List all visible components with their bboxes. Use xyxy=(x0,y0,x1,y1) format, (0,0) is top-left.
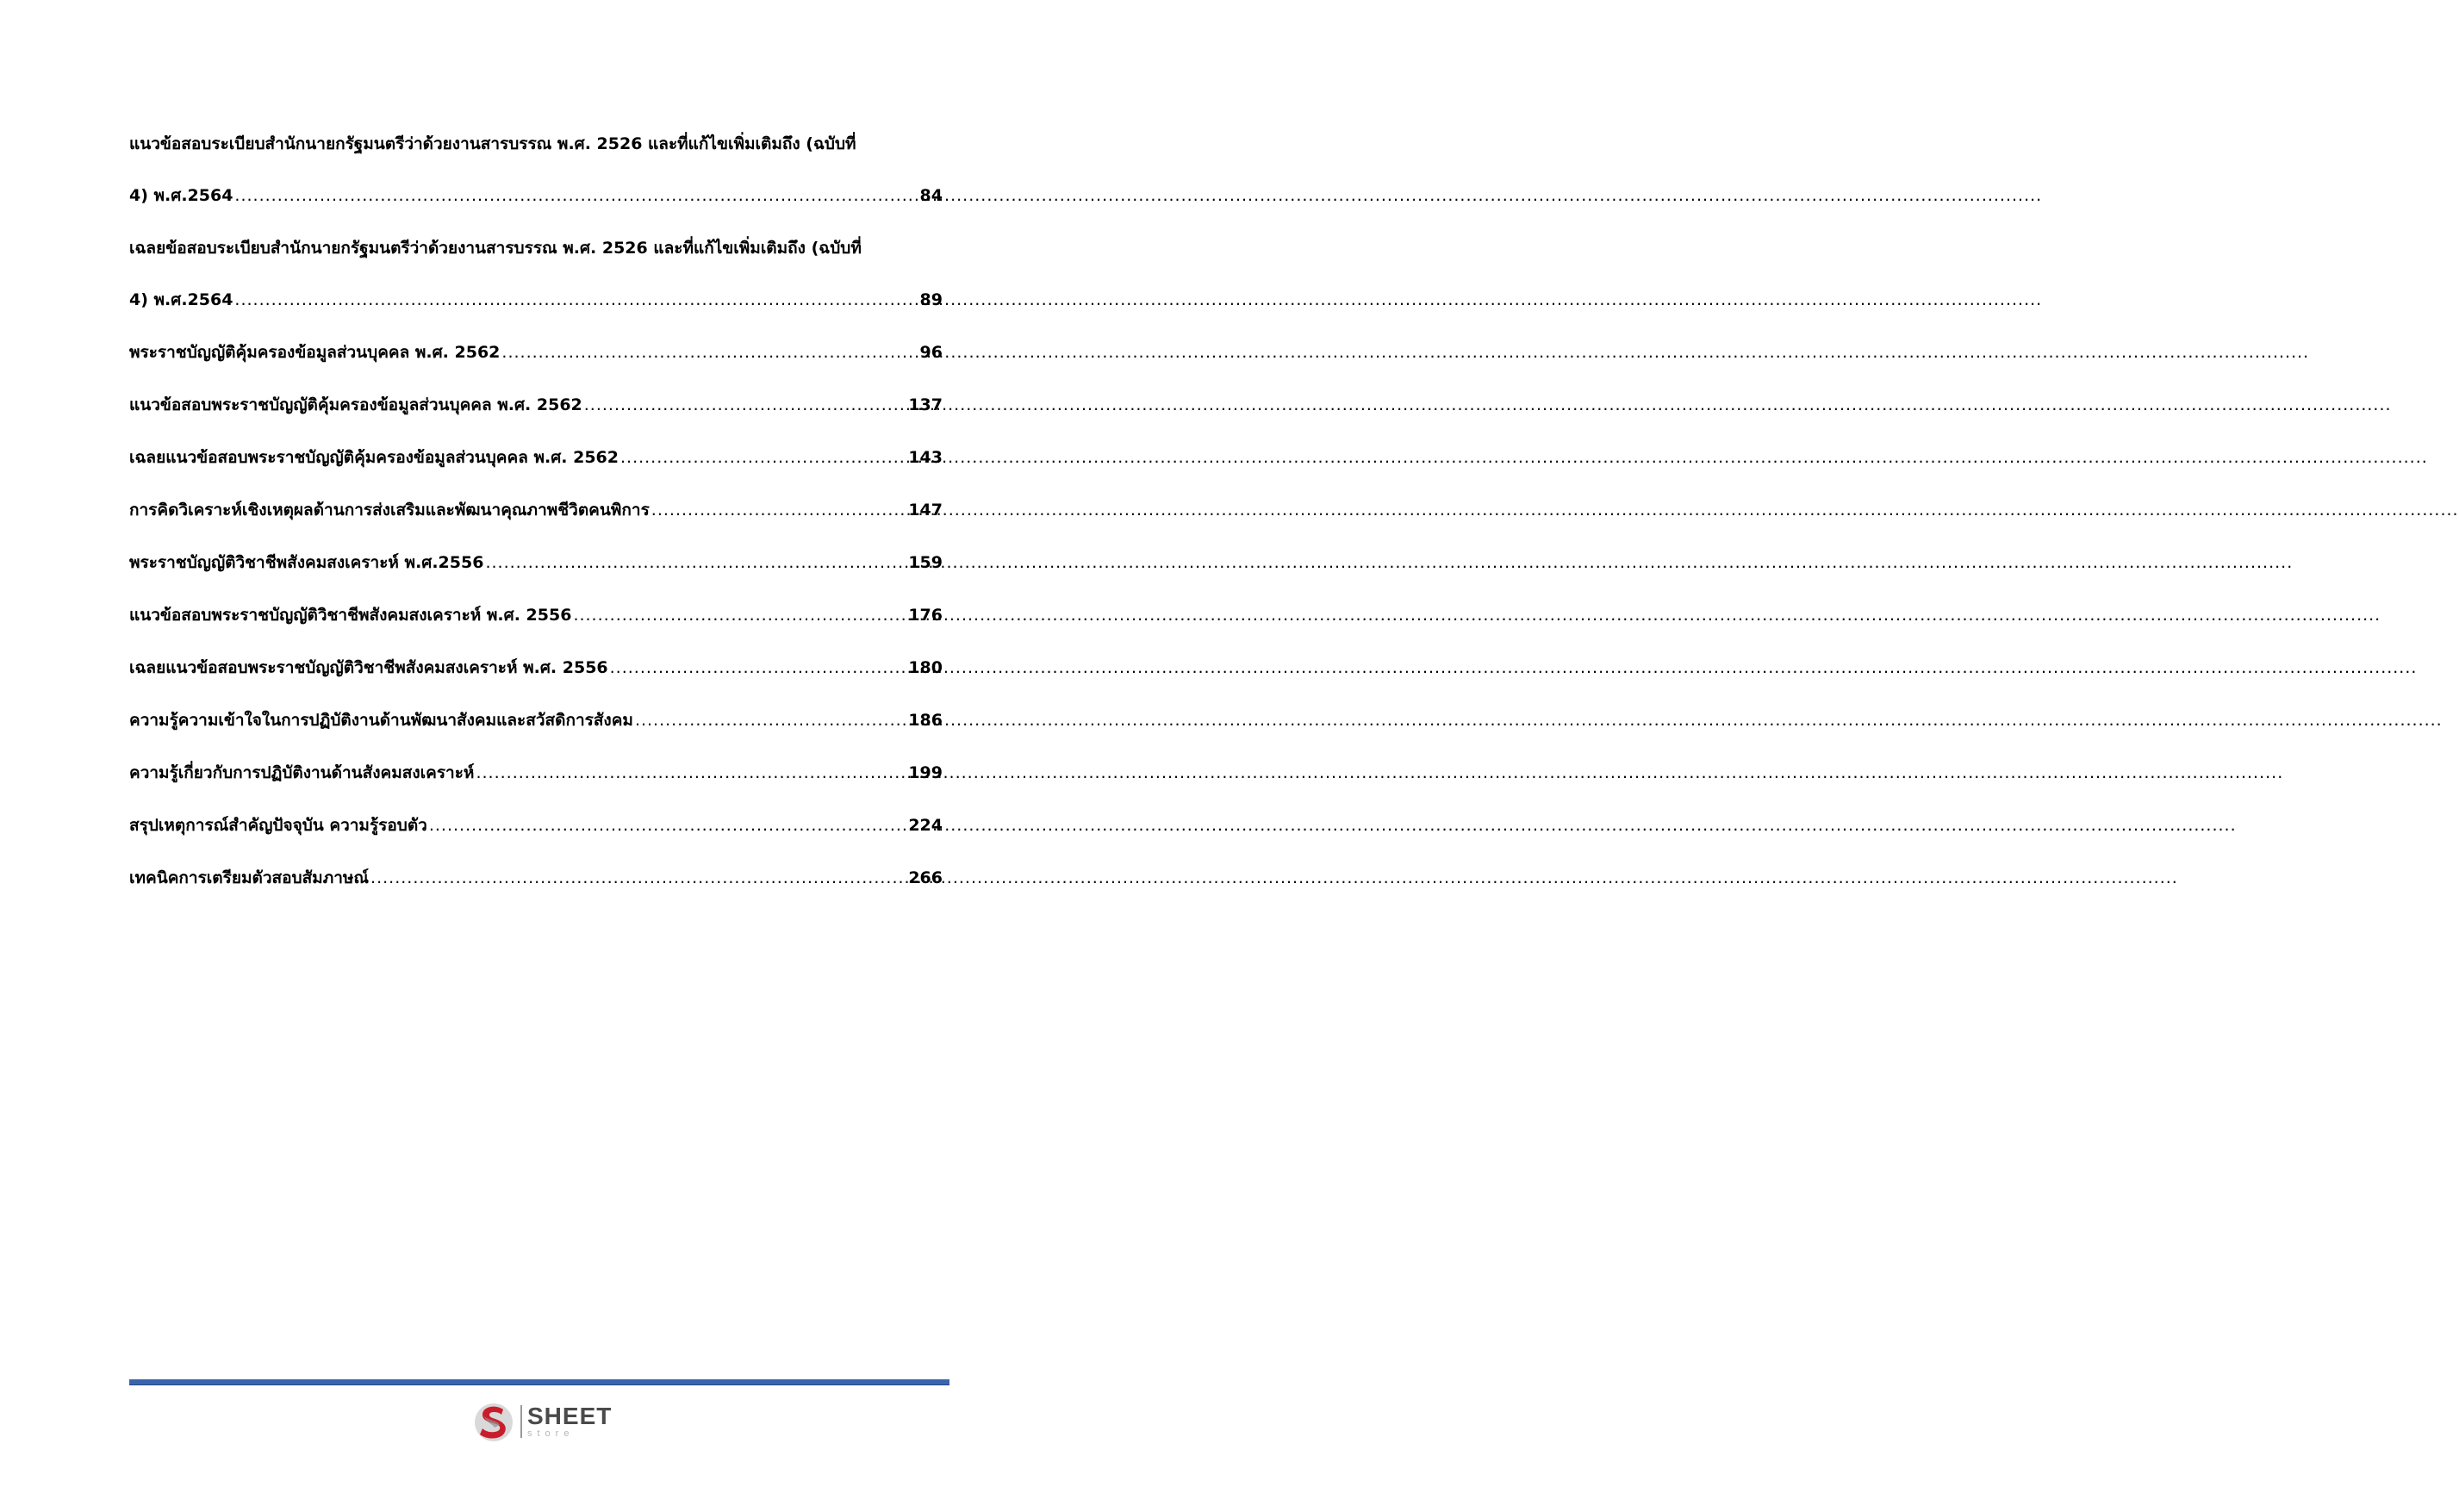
toc-entry[interactable] xyxy=(129,865,943,891)
toc-entry-page: 186 xyxy=(908,711,943,730)
toc-entry-title: ความรู้เกี่ยวกับการปฏิบัติงานด้านสังคมสงเคราะห์ xyxy=(129,763,475,782)
toc-leader-dots xyxy=(635,707,906,733)
toc-leader-dots xyxy=(651,497,907,523)
toc-entry[interactable] xyxy=(129,235,943,313)
toc-entry-title: แนวข้อสอบพระราชบัญญัติวิชาชีพสังคมสงเคราะห์ พ.ศ. 2556 xyxy=(129,606,572,625)
toc-entry-title: พระราชบัญญัติวิชาชีพสังคมสงเคราะห์ พ.ศ.2556 xyxy=(129,553,484,572)
toc-entry-page: 199 xyxy=(908,763,943,782)
toc-leader-dots xyxy=(234,183,918,208)
toc-entry-page: 147 xyxy=(908,501,943,520)
toc-entry-title: เฉลยแนวข้อสอบพระราชบัญญัติคุ้มครองข้อมูลส่วนบุคคล พ.ศ. 2562 xyxy=(129,448,619,467)
toc-entry-title: 4) พ.ศ.2564 xyxy=(129,186,233,205)
logo-divider xyxy=(520,1405,522,1438)
toc-leader-dots xyxy=(485,550,906,576)
toc-entry-title: เฉลยแนวข้อสอบพระราชบัญญัติวิชาชีพสังคมสงเคราะห์ พ.ศ. 2556 xyxy=(129,658,608,677)
toc-entry-title: เทคนิคการเตรียมตัวสอบสัมภาษณ์ xyxy=(129,868,370,887)
toc-entry-page: 89 xyxy=(919,290,943,309)
toc-entry[interactable] xyxy=(129,602,943,628)
logo-wordmark xyxy=(527,1404,612,1439)
toc-entry-page: 84 xyxy=(919,186,943,205)
toc-leader-dots xyxy=(620,445,906,470)
toc-entry-page: 224 xyxy=(908,816,943,835)
toc-entry[interactable] xyxy=(129,707,943,733)
toc-leader-dots xyxy=(501,339,918,365)
toc-entry-page: 137 xyxy=(908,395,943,414)
toc-leader-dots xyxy=(429,812,906,838)
toc-entry[interactable] xyxy=(129,445,943,470)
logo-name: SHEET xyxy=(527,1403,613,1429)
toc-entry[interactable] xyxy=(129,760,943,786)
toc-entry-title-line1: แนวข้อสอบระเบียบสำนักนายกรัฐมนตรีว่าด้วยงานสารบรรณ พ.ศ. 2526 และที่แก้ไขเพิ่มเติมถึง (ฉบับที่ xyxy=(129,134,856,153)
toc-entry-title: พระราชบัญญัติคุ้มครองข้อมูลส่วนบุคคล พ.ศ. 2562 xyxy=(129,343,501,362)
toc-entry[interactable] xyxy=(129,550,943,576)
toc-entry-title: สรุปเหตุการณ์สำคัญปัจจุบัน ความรู้รอบตัว xyxy=(129,816,427,835)
logo-subname: store xyxy=(527,1428,575,1439)
toc-entry-page: 176 xyxy=(908,606,943,625)
toc-entry-page: 159 xyxy=(908,553,943,572)
toc-leader-dots xyxy=(610,655,907,681)
toc-leader-dots xyxy=(234,287,918,313)
toc-entry-page: 266 xyxy=(908,868,943,887)
toc-entry-page: 143 xyxy=(908,448,943,467)
toc-entry-title: แนวข้อสอบพระราชบัญญัติคุ้มครองข้อมูลส่วนบุคคล พ.ศ. 2562 xyxy=(129,395,582,414)
toc-entry[interactable] xyxy=(129,497,943,523)
toc-entry[interactable] xyxy=(129,131,943,208)
sheet-store-s-logo-icon xyxy=(472,1399,515,1444)
toc-entry[interactable] xyxy=(129,812,943,838)
sheet-store-logo xyxy=(472,1397,627,1446)
footer-divider-bar xyxy=(129,1379,949,1385)
toc-leader-dots xyxy=(370,865,906,891)
toc-entry-title: 4) พ.ศ.2564 xyxy=(129,290,233,309)
toc-entry-title: ความรู้ความเข้าใจในการปฏิบัติงานด้านพัฒนาสังคมและสวัสดิการสังคม xyxy=(129,711,633,730)
toc-entry-title-line1: เฉลยข้อสอบระเบียบสำนักนายกรัฐมนตรีว่าด้วยงานสารบรรณ พ.ศ. 2526 และที่แก้ไขเพิ่มเติมถึง (ฉบับที่ xyxy=(129,239,862,258)
toc-leader-dots xyxy=(584,392,907,418)
toc-entry[interactable] xyxy=(129,392,943,418)
table-of-contents xyxy=(129,131,943,918)
toc-entry[interactable] xyxy=(129,339,943,365)
toc-leader-dots xyxy=(573,602,906,628)
toc-entry-page: 96 xyxy=(919,343,943,362)
toc-entry[interactable] xyxy=(129,655,943,681)
toc-entry-page: 180 xyxy=(908,658,943,677)
toc-leader-dots xyxy=(476,760,906,786)
toc-entry-title: การคิดวิเคราะห์เชิงเหตุผลด้านการส่งเสริมและพัฒนาคุณภาพชีวิตคนพิการ xyxy=(129,501,650,520)
